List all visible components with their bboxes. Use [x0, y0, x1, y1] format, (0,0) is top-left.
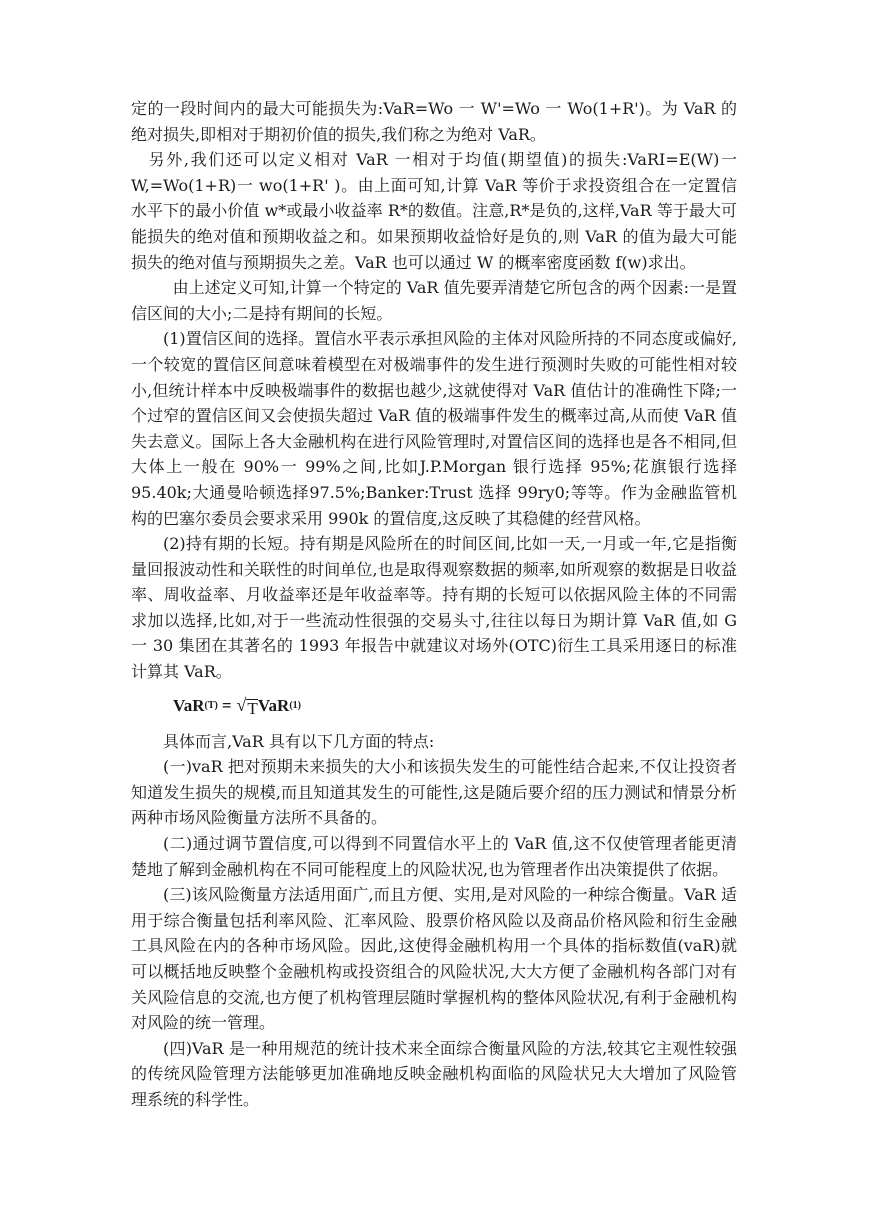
formula-lhs: VaR	[173, 695, 205, 715]
var-scaling-formula	[131, 689, 737, 723]
paragraph-var-two-factors: 由上述定义可知,计算一个特定的 VaR 值先要弄清楚它所包含的两个因素:一是置信区间的大小;二是持有期间的长短。	[131, 278, 737, 323]
paragraph-features-intro: 具体而言,VaR 具有以下几方面的特点:	[163, 731, 435, 751]
paragraph-confidence-interval: (1)置信区间的选择。置信水平表示承担风险的主体对风险所持的不同态度或偏好,一个较宽的置信区间意味着模型在对极端事件的发生进行预测时失败的可能性相对较小,但统计样本中反映极端事件的数据也越少,这就使得对 VaR 值估计的准确性下降;一个过窄的置信区间又会使损失超过 VaR 值的极端事件发生的概率过高,从而使 VaR 值失去意义。国际上各大金融机构在进行风险管理时,对置信区间的选择也是各不相同,但大体上一般在 90%一 99%之间,比如J.P.Morgan 银行选择 95%;花旗银行选择 95.40k;大通曼哈顿选择97.5%;Banker:Trust 选择 99ry0;等等。作为金融监管机构的巴塞尔委员会要求采用 990k 的置信度,这反映了其稳健的经营风格。	[131, 329, 737, 528]
formula-rhs-superscript: (1)	[289, 699, 301, 711]
document-page	[131, 96, 737, 1113]
paragraph-var-relative-definition: 另外,我们还可以定义相对 VaR 一相对于均值(期望值)的损失:VaRI=E(W)一W,=Wo(1+R)一 wo(1+R' )。由上面可知,计算 VaR 等价于求投资组合在一定置信水平下的最小价值 w*或最小收益率 R*的数值。注意,R*是负的,这样,VaR 等于最大可能损失的绝对值和预期收益之和。如果预期收益恰好是负的,则 VaR 的值为最大可能损失的绝对值与预期损失之差。VaR 也可以通过 W 的概率密度函数 f(w)求出。	[131, 150, 737, 272]
formula-square-root	[237, 693, 258, 719]
paragraph-var-absolute-definition: 定的一段时间内的最大可能损失为:VaR=Wo 一 W'=Wo 一 Wo(1+R')。为 VaR 的绝对损失,即相对于期初价值的损失,我们称之为绝对 VaR。	[131, 99, 737, 144]
formula-rhs: VaR	[257, 695, 290, 715]
paragraph-feature-four: (四)VaR 是一种用规范的统计技术来全面综合衡量风险的方法,较其它主观性较强的传统风险管理方法能够更加准确地反映金融机构面临的风险状兄大大增加了风险管理系统的科学性。	[131, 1038, 737, 1109]
formula-equals: =	[221, 695, 232, 715]
paragraph-feature-one: (一)vaR 把对预期未来损失的大小和该损失发生的可能性结合起来,不仅让投资者知道发生损失的规模,而且知道其发生的可能性,这是随后要介绍的压力测试和情景分析两种市场风险衡量方法所不具备的。	[131, 757, 737, 828]
paragraph-holding-period: (2)持有期的长短。持有期是风险所在的时间区间,比如一天,一月或一年,它是指衡量回报波动性和关联性的时间单位,也是取得观察数据的频率,如所观察的数据是日收益率、周收益率、月收益率还是年收益率等。持有期的长短可以依据风险主体的不同需求加以选择,比如,对于一些流动性很强的交易头寸,往往以每日为期计算 VaR 值,如 G 一 30 集团在其著名的 1993 年报告中就建议对场外(OTC)衍生工具采用逐日的标准计算其 VaR。	[131, 534, 737, 682]
formula-lhs-superscript: (T)	[204, 699, 218, 711]
paragraph-feature-two: (二)通过调节置信度,可以得到不同置信水平上的 VaR 值,这不仅使管理者能更清楚地了解到金融机构在不同可能程度上的风险状况,也为管理者作出决策提供了依据。	[131, 834, 737, 879]
paragraph-feature-three: (三)该风险衡量方法适用面广,而且方便、实用,是对风险的一种综合衡量。VaR 适用于综合衡量包括利率风险、汇率风险、股票价格风险以及商品价格风险和衍生金融工具风险在内的各种市场风险。因此,这使得金融机构用一个具体的指标数值(vaR)就可以概括地反映整个金融机构或投资组合的风险状况,大大方便了金融机构各部门对有关风险信息的交流,也方便了机构管理层随时掌握机构的整体风险状况,有利于金融机构对风险的统一管理。	[131, 885, 737, 1033]
formula-radicand: T	[247, 699, 258, 719]
radical-sign: √	[236, 694, 247, 715]
